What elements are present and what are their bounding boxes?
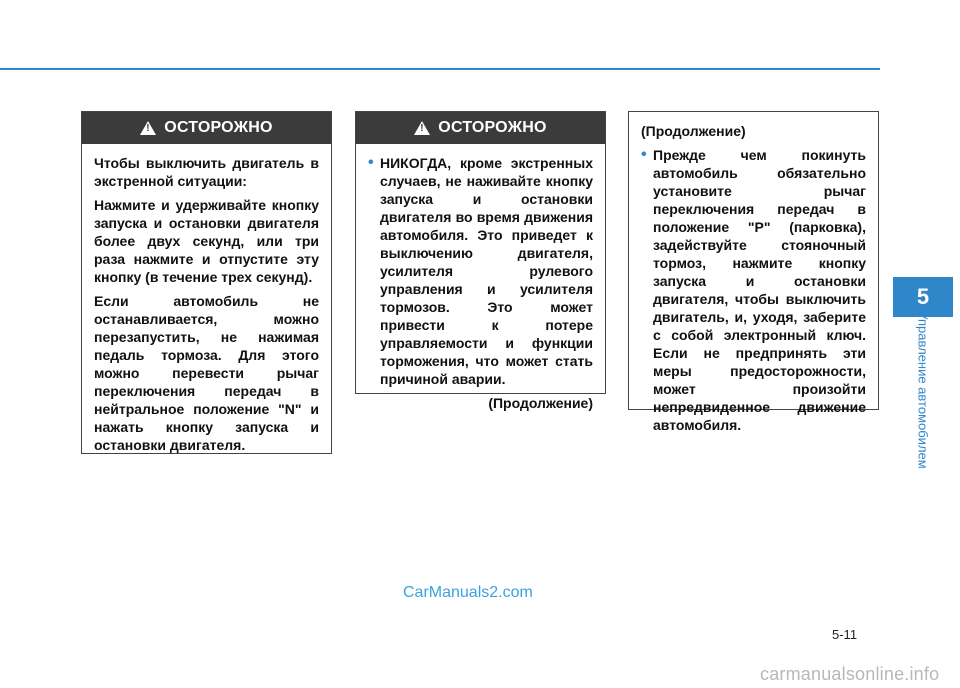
caution-2-bullet: • НИКОГДА, кроме экстренных случаев, не наживайте кнопку запуска и остановки двигателя во время движения автомобиля. Это приведет к выключению двигателя, усилителя рулевого управления и усилителя тормозов. Это может привести к потере управляемости и функции торможения, что может стать причиной аварии. xyxy=(368,154,593,388)
caution-1-paragraph-3: Если автомобиль не останавливается, можно перезапустить, не нажимая педаль тормоза. Для этого можно перевести рычаг переключения передач в нейтральное положение "N" и нажать кнопку запуска и остановки двигателя. xyxy=(94,293,319,453)
watermark-text: CarManuals2.com xyxy=(403,584,533,601)
warning-triangle-icon xyxy=(140,121,156,135)
caution-header-1 xyxy=(82,112,331,144)
caution-title-1: ОСТОРОЖНО xyxy=(164,119,273,136)
page-number: 5-11 xyxy=(832,627,858,642)
caution-box-2 xyxy=(355,111,606,411)
caution-title-2: ОСТОРОЖНО xyxy=(438,119,547,136)
caution-body-3 xyxy=(629,112,878,450)
caution-box-3 xyxy=(628,111,879,433)
caution-1-paragraph-2: Нажмите и удерживайте кнопку запуска и остановки двигателя более двух секунд, или три раза нажмите и отпустите эту кнопку (в течение трех секунд). xyxy=(94,197,319,285)
top-rule xyxy=(0,68,880,70)
caution-2-continued: (Продолжение) xyxy=(488,395,593,411)
caution-3-bullet: • Прежде чем покинуть автомобиль обязательно установите рычаг переключения передач в положение "P" (парковка), задействуйте стояночный тормоз, нажмите кнопку запуска и остановки двигателя, чтобы выключить двигатель, и, уходя, заберите с собой электронный ключ. Если не предпринять эти меры предосторожности, может произойти непредвиденное движение автомобиля. xyxy=(641,146,866,434)
warning-triangle-icon xyxy=(414,121,430,135)
footer-logo-text: carmanualsonline.info xyxy=(760,664,940,684)
caution-box-1 xyxy=(81,111,332,454)
chapter-number: 5 xyxy=(916,284,930,309)
caution-3-continued: (Продолжение) xyxy=(641,123,746,139)
caution-body-2 xyxy=(356,144,605,428)
caution-header-2 xyxy=(356,112,605,144)
caution-1-paragraph-1: Чтобы выключить двигатель в экстренной ситуации: xyxy=(94,155,319,189)
caution-body-1 xyxy=(82,144,331,470)
chapter-title: Управление автомобилем xyxy=(915,311,931,469)
